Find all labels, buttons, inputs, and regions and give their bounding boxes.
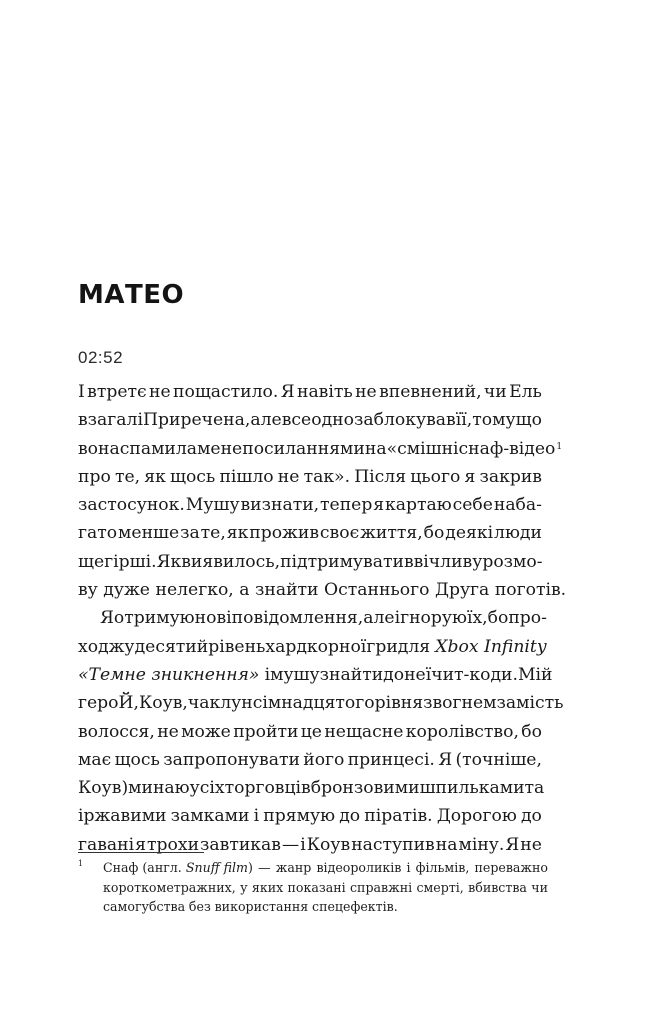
word: пройти bbox=[233, 721, 299, 742]
word: нелегко, bbox=[155, 580, 234, 601]
word: як bbox=[226, 523, 249, 544]
word: яких bbox=[251, 879, 284, 895]
text-line bbox=[78, 548, 542, 576]
word: без bbox=[188, 899, 211, 914]
word: принцесі. bbox=[347, 749, 435, 770]
word: я bbox=[373, 495, 385, 516]
word: бо bbox=[521, 721, 542, 742]
word: Мушу bbox=[185, 495, 240, 516]
word: знайти bbox=[319, 664, 384, 685]
word: ) bbox=[248, 860, 253, 875]
word: прямую bbox=[263, 806, 336, 827]
word: Коув, bbox=[138, 693, 188, 714]
word: спецефектів. bbox=[312, 899, 398, 914]
footnote-marker: 1 bbox=[78, 859, 84, 868]
word: Після bbox=[354, 466, 407, 487]
word: впевнений, bbox=[379, 382, 482, 402]
word: чит-коди. bbox=[431, 664, 518, 685]
word: своє bbox=[319, 523, 360, 544]
word: мене bbox=[197, 438, 243, 459]
word: усіх bbox=[189, 778, 225, 799]
text-line bbox=[78, 491, 542, 519]
word: у bbox=[240, 879, 248, 895]
word: ще bbox=[78, 551, 105, 572]
text-line bbox=[78, 831, 542, 859]
word: отримую bbox=[113, 608, 195, 629]
text-line bbox=[78, 774, 545, 802]
footnote-lead: Снаф (англ. Snuff film bbox=[103, 860, 248, 875]
word: волосся, bbox=[78, 721, 155, 742]
word: вогнем bbox=[432, 693, 497, 714]
word: визнати, bbox=[240, 495, 320, 516]
word: заблокував bbox=[354, 410, 456, 431]
text-line-words bbox=[78, 633, 430, 661]
text-line bbox=[78, 633, 547, 661]
word: справжні bbox=[350, 879, 413, 895]
word: застосунок. bbox=[78, 495, 185, 516]
word: бо bbox=[423, 523, 445, 544]
word: може bbox=[181, 721, 231, 742]
text-line bbox=[78, 661, 553, 689]
game-platform-name: Xbox Infinity bbox=[435, 636, 547, 657]
word: навіть bbox=[296, 382, 353, 402]
word: закрив bbox=[479, 466, 542, 487]
game-title: «Темне зникнення» bbox=[78, 664, 260, 685]
word: люди bbox=[494, 523, 542, 544]
word: тепер bbox=[320, 495, 373, 516]
word: не bbox=[149, 382, 171, 402]
word: життя, bbox=[360, 523, 423, 544]
text-line bbox=[78, 435, 563, 463]
word: жанр bbox=[275, 860, 312, 875]
word: ходжу bbox=[78, 636, 135, 657]
word: Я bbox=[100, 608, 114, 629]
word: знайти bbox=[255, 580, 319, 601]
word: їх, bbox=[466, 608, 488, 629]
chapter-timestamp: 02:52 bbox=[78, 348, 124, 367]
word: іржавими bbox=[78, 806, 167, 827]
word: Приречена, bbox=[143, 410, 251, 431]
word: дуже bbox=[103, 580, 150, 601]
word: (точніше, bbox=[455, 749, 542, 770]
word: цього bbox=[410, 466, 461, 487]
text-line-words bbox=[78, 435, 555, 463]
word: гавані bbox=[78, 834, 135, 855]
word: до bbox=[520, 806, 542, 827]
text-line bbox=[78, 718, 542, 746]
word: не bbox=[520, 834, 542, 855]
footnote-line bbox=[103, 878, 548, 898]
word: трохи bbox=[147, 834, 200, 855]
word: мушу bbox=[270, 664, 320, 685]
word: чаклун bbox=[187, 693, 253, 714]
word: Я bbox=[505, 834, 520, 855]
text-line bbox=[78, 746, 542, 774]
word: використання bbox=[214, 899, 309, 914]
word: нові bbox=[194, 608, 232, 629]
word: запропонувати bbox=[163, 749, 300, 770]
word: Ель bbox=[509, 382, 542, 402]
word: і bbox=[264, 664, 271, 685]
word: пощастило. bbox=[173, 382, 279, 402]
word: Останнього bbox=[324, 580, 430, 601]
word: Коув) bbox=[78, 778, 129, 799]
text-line-words bbox=[265, 661, 553, 689]
word: Я bbox=[438, 749, 453, 770]
word: переважно bbox=[474, 860, 548, 875]
word: Як bbox=[156, 551, 182, 572]
word: ву bbox=[78, 580, 98, 601]
word: торговців bbox=[224, 778, 311, 799]
text-line bbox=[78, 378, 542, 406]
word: гато bbox=[78, 523, 118, 544]
word: рівень bbox=[208, 636, 266, 657]
word: наступив bbox=[351, 834, 435, 855]
word: щось bbox=[114, 749, 160, 770]
word: наба- bbox=[493, 495, 542, 516]
word: чи bbox=[483, 382, 507, 402]
word: Мій bbox=[517, 664, 553, 685]
word: має bbox=[78, 749, 112, 770]
word: але bbox=[250, 410, 282, 431]
word: те, bbox=[200, 523, 226, 544]
word: — bbox=[258, 860, 271, 875]
word: прожив bbox=[249, 523, 319, 544]
word: минаю bbox=[128, 778, 190, 799]
word: вона bbox=[78, 438, 120, 459]
footnote bbox=[78, 858, 548, 917]
word: для bbox=[397, 636, 431, 657]
word: снаф-відео bbox=[458, 438, 556, 459]
word: і bbox=[253, 806, 260, 827]
footnote-rest bbox=[248, 858, 548, 878]
word: повідомлення, bbox=[231, 608, 364, 629]
word: хардкорної bbox=[265, 636, 367, 657]
word: фільмів, bbox=[415, 860, 470, 875]
text-line bbox=[78, 576, 567, 604]
word: так». bbox=[303, 466, 351, 487]
word: але bbox=[363, 608, 395, 629]
word: за bbox=[180, 523, 200, 544]
word: не bbox=[157, 721, 179, 742]
word: королівство, bbox=[405, 721, 519, 742]
word: відеороликів bbox=[316, 860, 402, 875]
word: короткометражних, bbox=[103, 879, 236, 895]
word: підтримувати bbox=[280, 551, 404, 572]
word: «смішні bbox=[386, 438, 459, 459]
word: до bbox=[339, 806, 361, 827]
word: Я bbox=[280, 382, 295, 402]
word: себе bbox=[452, 495, 493, 516]
footnote-text bbox=[103, 858, 548, 917]
word: і bbox=[406, 860, 411, 875]
word: взагалі bbox=[78, 410, 143, 431]
footnote-line bbox=[103, 897, 548, 917]
word: менше bbox=[118, 523, 180, 544]
word: завтикав bbox=[200, 834, 281, 855]
word: я bbox=[464, 466, 476, 487]
word: шпильками bbox=[419, 778, 525, 799]
word: сімнадцятого bbox=[252, 693, 375, 714]
word: Друга bbox=[434, 580, 490, 601]
word: і bbox=[300, 834, 306, 855]
word: виявилось, bbox=[181, 551, 281, 572]
word: що bbox=[515, 410, 542, 431]
word: І bbox=[78, 382, 85, 402]
word: бронзовими bbox=[310, 778, 420, 799]
word: міну. bbox=[458, 834, 505, 855]
text-line bbox=[78, 604, 547, 632]
text-line bbox=[78, 406, 542, 434]
word: чи bbox=[531, 879, 548, 895]
word: не bbox=[277, 466, 300, 487]
footnote-reference: 1 bbox=[556, 441, 563, 452]
text-line bbox=[78, 689, 564, 717]
word: розмо- bbox=[482, 551, 543, 572]
word: рівня bbox=[374, 693, 424, 714]
word: з bbox=[423, 693, 433, 714]
word: гірші. bbox=[104, 551, 157, 572]
word: посиланнями bbox=[242, 438, 365, 459]
word: нещасне bbox=[324, 721, 404, 742]
word: — bbox=[282, 834, 300, 855]
word: а bbox=[239, 580, 250, 601]
body-text bbox=[78, 378, 567, 859]
word: Дорогою bbox=[436, 806, 517, 827]
word: не bbox=[355, 382, 377, 402]
word: замками bbox=[170, 806, 250, 827]
word: щось bbox=[169, 466, 216, 487]
word: це bbox=[300, 721, 322, 742]
word: на bbox=[435, 834, 458, 855]
word: спамила bbox=[119, 438, 198, 459]
text-line bbox=[78, 519, 542, 547]
word: її, bbox=[455, 410, 473, 431]
word: піратів. bbox=[364, 806, 433, 827]
word: героЙ, bbox=[78, 693, 139, 714]
word: як bbox=[144, 466, 166, 487]
word: на bbox=[364, 438, 387, 459]
text-line bbox=[78, 463, 542, 491]
word: неї bbox=[404, 664, 432, 685]
word: ввічливу bbox=[403, 551, 483, 572]
word: показані bbox=[287, 879, 346, 895]
word: втретє bbox=[87, 382, 147, 402]
word: гри bbox=[366, 636, 398, 657]
word: те, bbox=[114, 466, 141, 487]
footnote-line bbox=[103, 858, 548, 878]
word: я bbox=[135, 834, 146, 855]
footnote-divider bbox=[78, 852, 204, 853]
text-line bbox=[78, 802, 542, 830]
footnote-term: Snuff film bbox=[185, 860, 248, 875]
word: та bbox=[524, 778, 545, 799]
word: ігнорую bbox=[394, 608, 467, 629]
word: поготів. bbox=[494, 580, 567, 601]
word: смерті, bbox=[416, 879, 464, 895]
word: замість bbox=[496, 693, 564, 714]
word: картаю bbox=[385, 495, 452, 516]
word: вбивства bbox=[468, 879, 527, 895]
word: про- bbox=[508, 608, 547, 629]
chapter-title: МАТЕО bbox=[78, 280, 185, 310]
word: деякі bbox=[445, 523, 494, 544]
word: десятий bbox=[134, 636, 209, 657]
word: тому bbox=[472, 410, 516, 431]
word: його bbox=[303, 749, 345, 770]
word: Коув bbox=[306, 834, 351, 855]
word: все bbox=[281, 410, 312, 431]
word: одно bbox=[311, 410, 354, 431]
word: пішло bbox=[219, 466, 274, 487]
word: до bbox=[383, 664, 405, 685]
word: бо bbox=[487, 608, 509, 629]
word: самогубства bbox=[103, 899, 186, 914]
word: про bbox=[78, 466, 111, 487]
